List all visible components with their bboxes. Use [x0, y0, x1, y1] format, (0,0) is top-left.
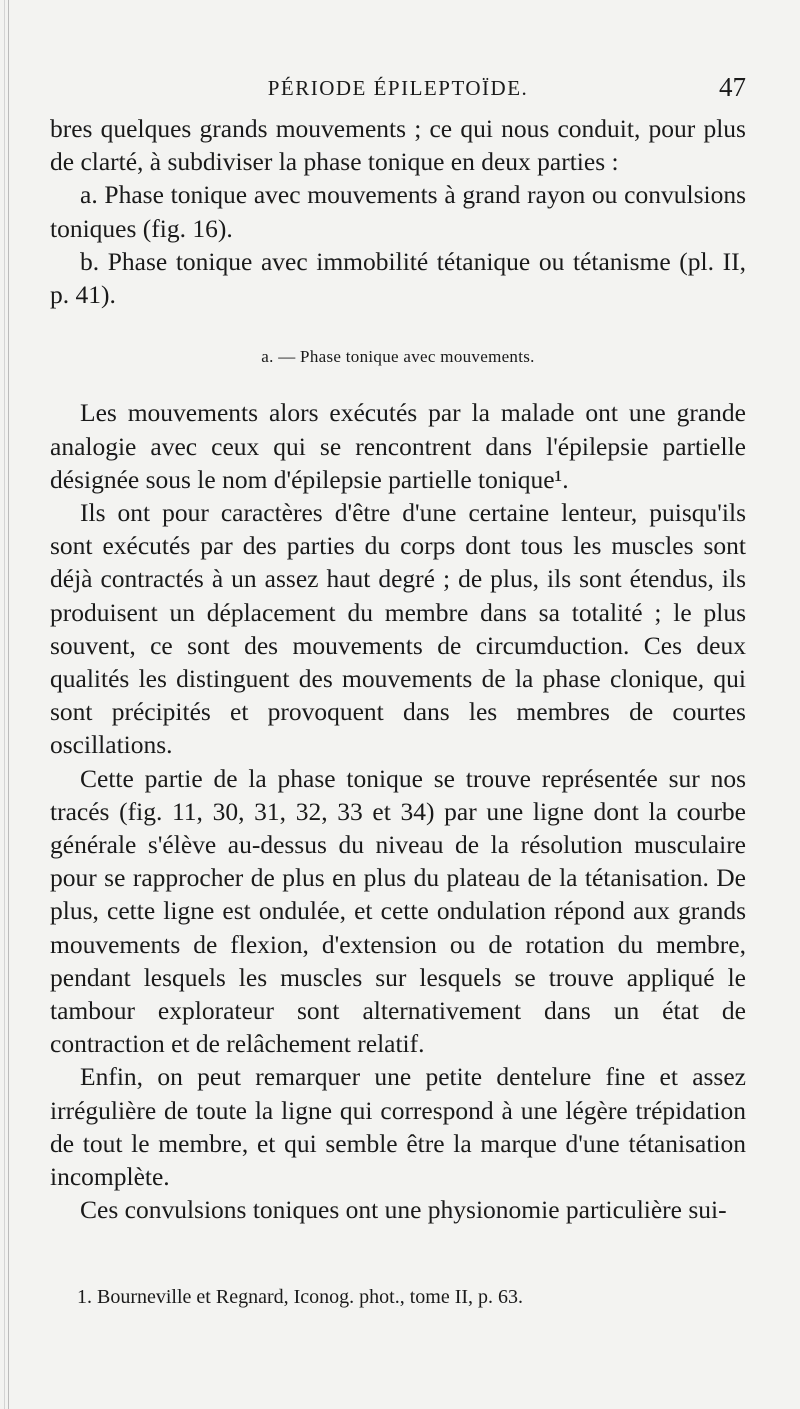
- list-item-a: a. Phase tonique avec mouvements à grand rayon ou convulsions toniques (fig. 16).: [50, 180, 746, 243]
- page-number: 47: [719, 72, 746, 102]
- paragraph: Cette partie de la phase tonique se trouve représentée sur nos tracés (fig. 11, 30, 31, 32, 33 et 34) par une ligne dont la courbe générale s'élève au-dessus du niveau de la résolution musculaire pour se rapprocher de plus en plus du plateau de la tétanisation. De plus, cette ligne est ondulée, et cette ondulation répond aux grands mouvements de flexion, d'extension ou de rotation du membre, pendant lesquels les muscles sur lesquels se trouve appliqué le tambour explorateur sont alternativement dans un état de contraction et de relâchement relatif.: [50, 763, 746, 1059]
- paragraph-continuation: bres quelques grands mouvements ; ce qui nous conduit, pour plus de clarté, à subdiviser la phase tonique en deux parties :: [50, 114, 746, 177]
- page-body: [50, 112, 746, 1227]
- page-gutter-edge: [4, 0, 5, 1409]
- footnote: 1. Bourneville et Regnard, Iconog. phot., tome II, p. 63.: [77, 1286, 524, 1308]
- page-header: [50, 72, 746, 108]
- paragraph: Ces convulsions toniques ont une physionomie particulière sui-: [80, 1195, 727, 1225]
- running-title: PÉRIODE ÉPILEPTOÏDE.: [267, 76, 529, 100]
- paragraph: Ils ont pour caractères d'être d'une certaine lenteur, puisqu'ils sont exécutés par des parties du corps dont tous les muscles sont déjà contractés à un assez haut degré ; de plus, ils sont étendus, ils produisent un déplacement du membre dans sa totalité ; le plus souvent, ce sont des mouvements de circumduction. Ces deux qualités les distinguent des mouvements de la phase clonique, qui sont précipités et provoquent dans les membres de courtes oscillations.: [50, 498, 746, 760]
- section-heading: a. — Phase tonique avec mouvements.: [261, 347, 535, 367]
- paragraph: Enfin, on peut remarquer une petite dentelure fine et assez irrégulière de toute la ligne qui correspond à une légère trépidation de tout le membre, et qui semble être la marque d'une tétanisation incomplète.: [50, 1062, 746, 1192]
- page-gutter-shadow: [8, 0, 9, 1409]
- paragraph: Les mouvements alors exécutés par la malade ont une grande analogie avec ceux qui se rencontrent dans l'épilepsie partielle désignée sous le nom d'épilepsie partielle tonique¹.: [50, 398, 746, 494]
- list-item-b: b. Phase tonique avec immobilité tétanique ou tétanisme (pl. II, p. 41).: [50, 246, 746, 310]
